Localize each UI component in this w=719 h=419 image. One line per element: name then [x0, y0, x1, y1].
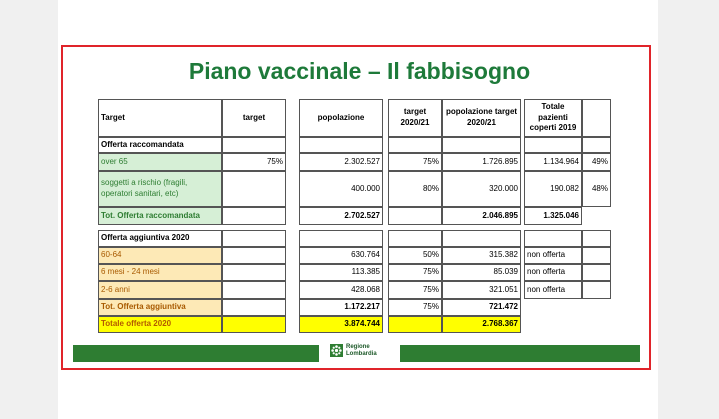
empty-cell	[222, 316, 286, 333]
cell-popolazione: 428.068	[299, 281, 383, 299]
footer-bar-left	[73, 345, 319, 362]
cell-target-2021: 75%	[388, 281, 442, 299]
empty-cell	[222, 281, 286, 299]
cell-popolazione: 2.702.527	[299, 207, 383, 225]
cell-popolazione: 400.000	[299, 171, 383, 207]
cell-pop-target: 721.472	[442, 299, 521, 316]
cell-target-2021: 50%	[388, 247, 442, 264]
empty-cell	[388, 230, 442, 247]
header-totale: Totale pazienti coperti 2019	[524, 99, 582, 137]
logo-line2: Lombardia	[346, 350, 377, 357]
cell-pct: 48%	[582, 171, 611, 207]
row-label-tot-raccomandata: Tot. Offerta raccomandata	[98, 207, 222, 225]
empty-cell	[222, 207, 286, 225]
empty-cell	[388, 316, 442, 333]
row-label-6-24-mesi: 6 mesi - 24 mesi	[98, 264, 222, 281]
cell-popolazione: 3.874.744	[299, 316, 383, 333]
footer-bar-right	[400, 345, 640, 362]
row-label-rischio: soggetti a rischio (fragili, operatori sanitari, etc)	[98, 171, 222, 207]
cell-pop-target: 2.046.895	[442, 207, 521, 225]
empty-cell	[222, 247, 286, 264]
logo-text	[346, 344, 377, 357]
cell-target	[222, 171, 286, 207]
cell-target-2021: 75%	[388, 153, 442, 171]
regione-lombardia-logo	[330, 344, 377, 357]
header-target-col: target	[222, 99, 286, 137]
cell-totale: 1.325.046	[524, 207, 582, 225]
empty-cell	[524, 137, 582, 153]
row-label-tot-aggiuntiva: Tot. Offerta aggiuntiva	[98, 299, 222, 316]
empty-cell	[582, 281, 611, 299]
header-pop-target: popolazione target 2020/21	[442, 99, 521, 137]
empty-cell	[299, 137, 383, 153]
empty-cell	[222, 137, 286, 153]
header-pct-empty	[582, 99, 611, 137]
cell-target-2021: 75%	[388, 299, 442, 316]
empty-cell	[222, 264, 286, 281]
cell-totale: non offerta	[524, 264, 582, 281]
slide-title: Piano vaccinale – Il fabbisogno	[188, 58, 531, 84]
row-label-over65: over 65	[98, 153, 222, 171]
logo-line1: Regione	[346, 344, 370, 351]
cell-totale: non offerta	[524, 281, 582, 299]
cell-pct: 49%	[582, 153, 611, 171]
cell-totale: 1.134.964	[524, 153, 582, 171]
empty-cell	[582, 137, 611, 153]
empty-cell	[388, 137, 442, 153]
cell-popolazione: 2.302.527	[299, 153, 383, 171]
empty-cell	[222, 299, 286, 316]
header-popolazione: popolazione	[299, 99, 383, 137]
empty-cell	[582, 247, 611, 264]
row-label-60-64: 60-64	[98, 247, 222, 264]
empty-cell	[222, 230, 286, 247]
empty-cell	[442, 137, 521, 153]
cell-pop-target: 321.051	[442, 281, 521, 299]
header-target-2021: target 2020/21	[388, 99, 442, 137]
cell-pop-target: 1.726.895	[442, 153, 521, 171]
cell-pop-target: 315.382	[442, 247, 521, 264]
cell-pop-target: 85.039	[442, 264, 521, 281]
cell-totale: 190.082	[524, 171, 582, 207]
cell-target-2021: 80%	[388, 171, 442, 207]
cell-target-2021: 75%	[388, 264, 442, 281]
empty-cell	[524, 230, 582, 247]
header-target: Target	[98, 99, 222, 137]
cell-totale: non offerta	[524, 247, 582, 264]
cell-target: 75%	[222, 153, 286, 171]
cell-popolazione: 1.172.217	[299, 299, 383, 316]
cell-popolazione: 630.764	[299, 247, 383, 264]
section-raccomandata: Offerta raccomandata	[98, 137, 222, 153]
empty-cell	[582, 230, 611, 247]
empty-cell	[582, 264, 611, 281]
row-label-2-6-anni: 2-6 anni	[98, 281, 222, 299]
cell-pop-target: 320.000	[442, 171, 521, 207]
row-label-totale-offerta: Totale offerta 2020	[98, 316, 222, 333]
empty-cell	[388, 207, 442, 225]
lombardy-rose-icon	[330, 344, 343, 357]
cell-pop-target: 2.768.367	[442, 316, 521, 333]
empty-cell	[442, 230, 521, 247]
empty-cell	[299, 230, 383, 247]
section-aggiuntiva: Offerta aggiuntiva 2020	[98, 230, 222, 247]
cell-popolazione: 113.385	[299, 264, 383, 281]
